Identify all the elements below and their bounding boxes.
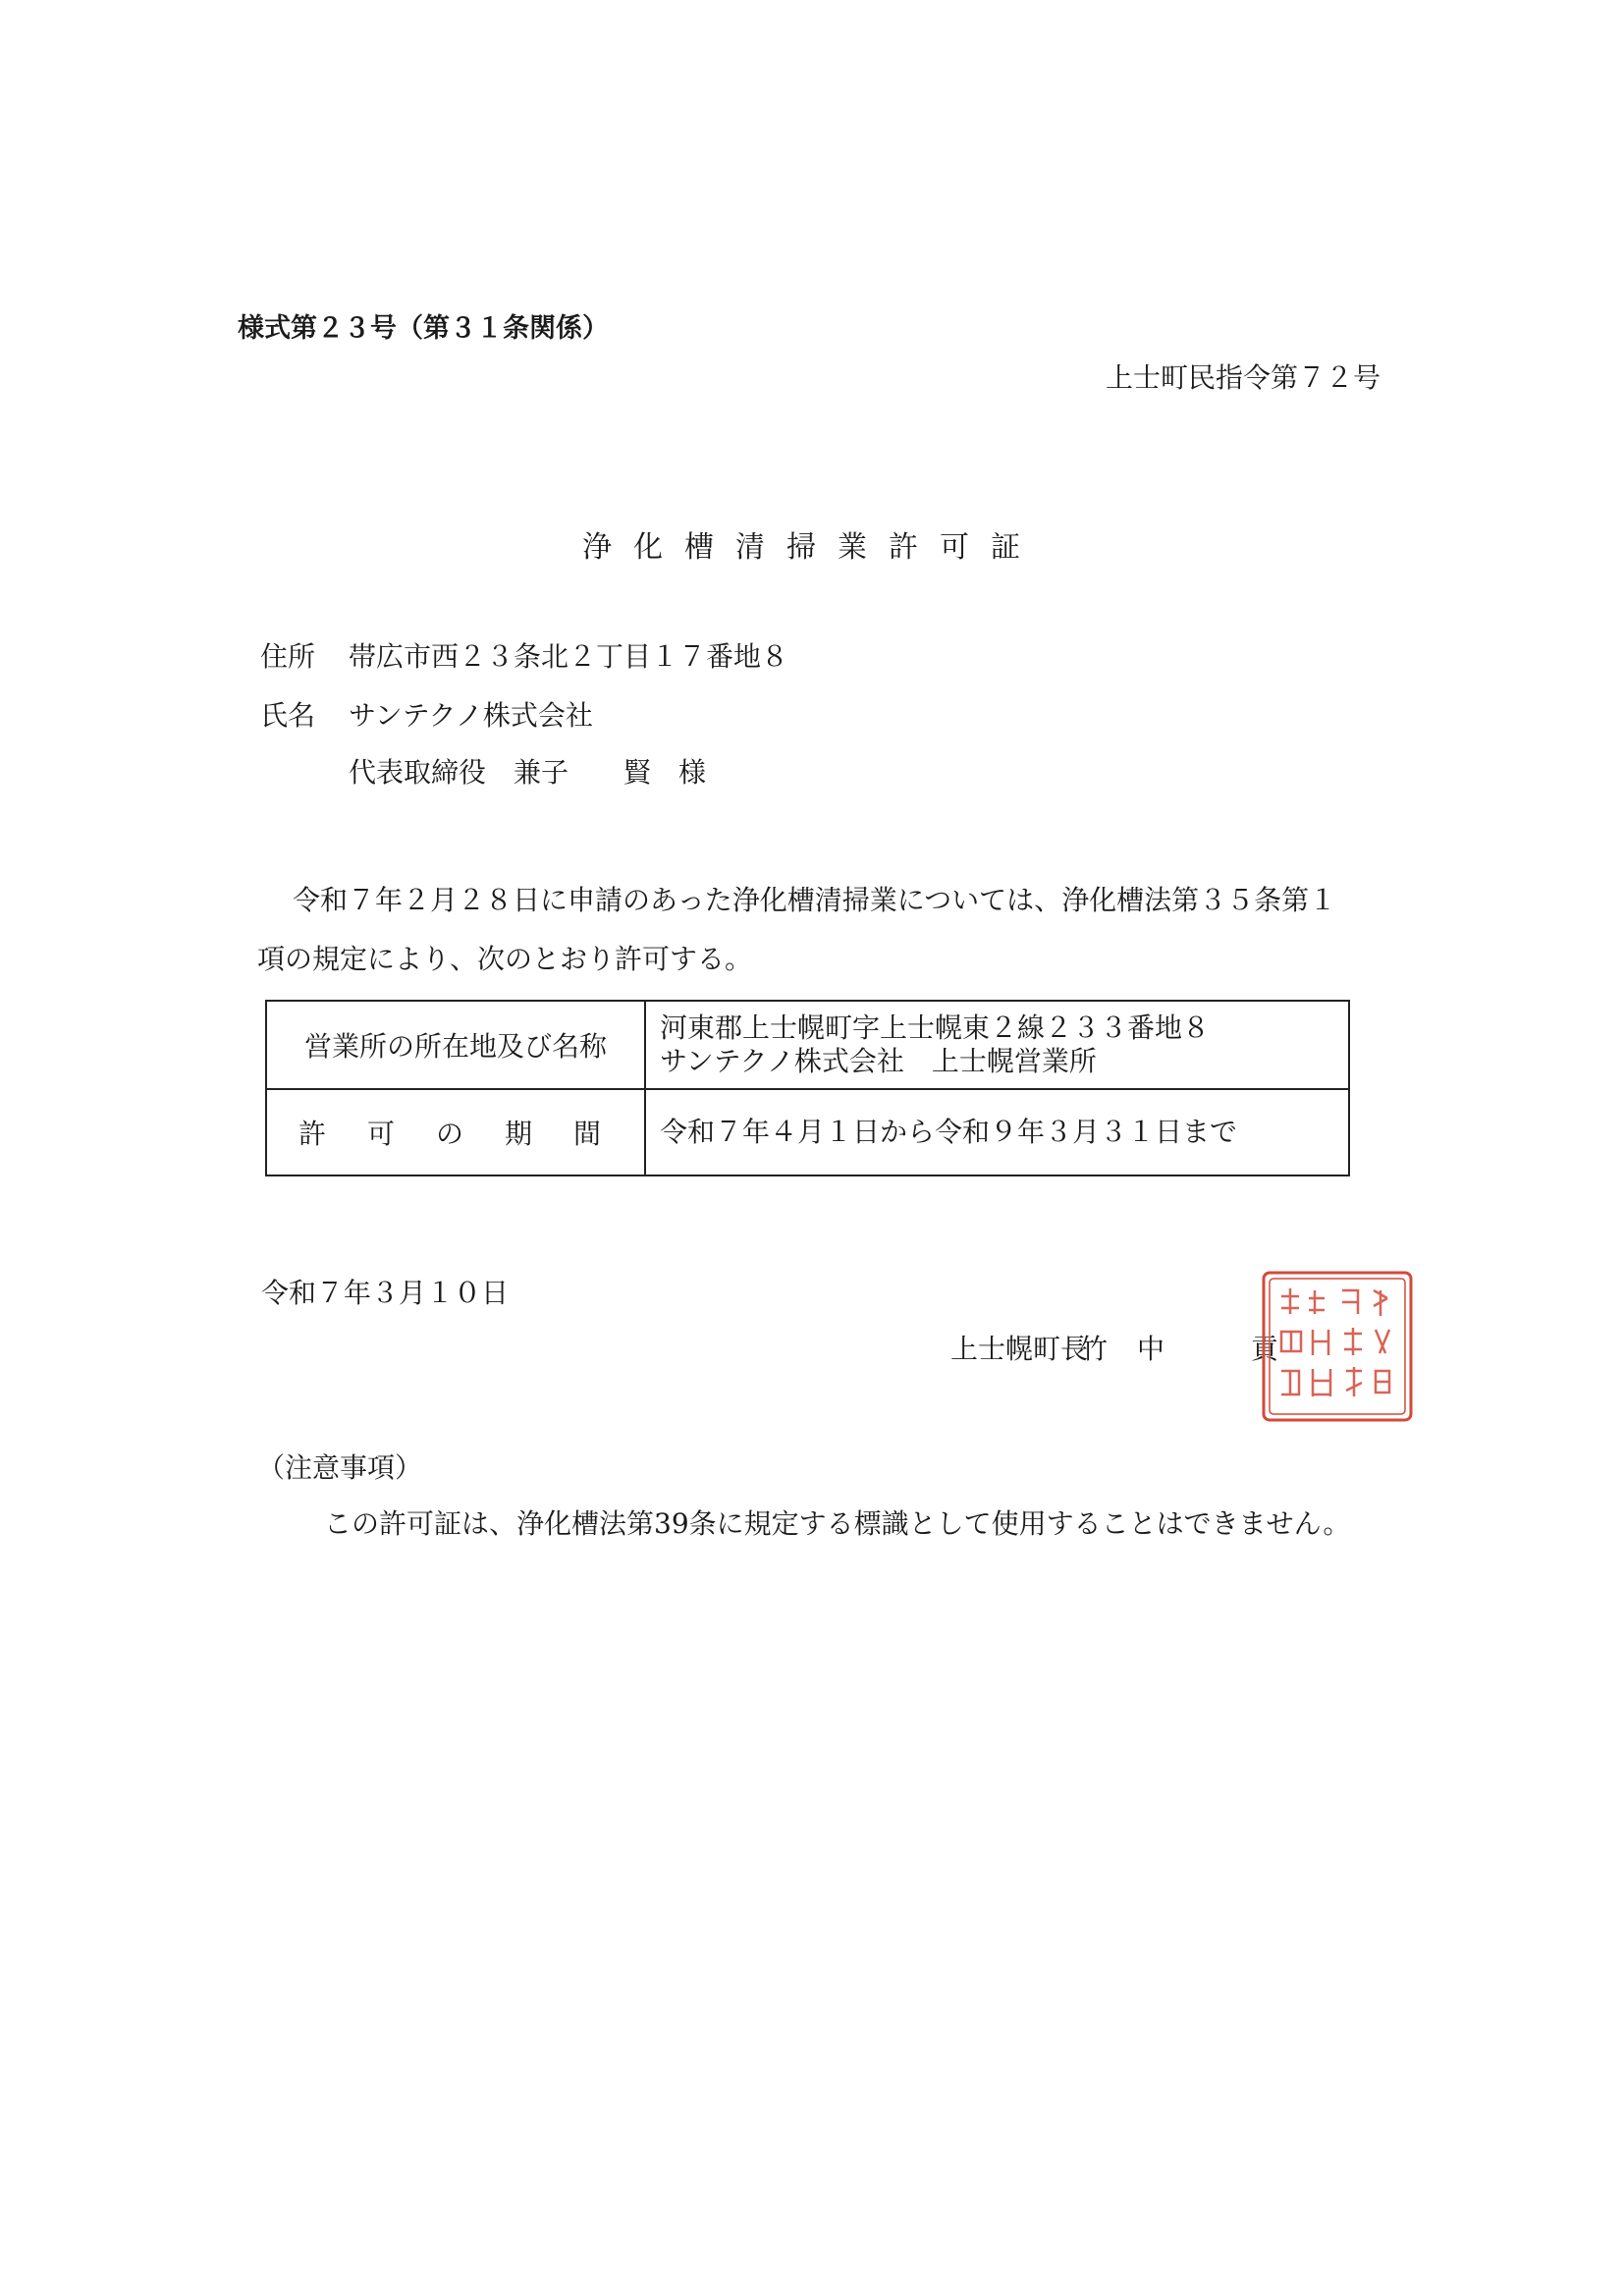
form-number: 様式第２３号（第３１条関係） <box>238 313 609 344</box>
issue-date: 令和７年３月１０日 <box>261 1277 510 1309</box>
address-label: 住所 <box>260 640 316 673</box>
table-row <box>266 1001 1349 1089</box>
name-label: 氏名 <box>260 699 316 732</box>
company-name: サンテクノ株式会社 <box>349 699 593 732</box>
body-line-1: 令和７年２月２８日に申請のあった浄化槽清掃業については、浄化槽法第３５条第１ <box>293 884 1337 916</box>
representative-name: 代表取締役 兼子 賢 様 <box>349 756 707 789</box>
document-title: 浄化槽清掃業許可証 <box>582 530 1042 565</box>
table-value-cell <box>645 1089 1349 1175</box>
address-value: 帯広市西２３条北２丁目１７番地８ <box>349 640 789 673</box>
table-row <box>266 1089 1349 1175</box>
mayor-title: 上士幌町長 <box>950 1333 1089 1365</box>
notes-heading: （注意事項） <box>257 1451 423 1484</box>
order-number: 上士町民指令第７２号 <box>1105 361 1380 394</box>
table-value-cell <box>645 1001 1349 1089</box>
permit-table <box>265 1000 1350 1176</box>
notes-text: この許可証は、浄化槽法第39条に規定する標識として使用することはできません。 <box>324 1507 1351 1540</box>
official-seal-stamp <box>1260 1269 1415 1424</box>
office-address: 河東郡上士幌町字上士幌東２線２３３番地８ <box>660 1011 1211 1044</box>
table-header-cell: 営業所の所在地及び名称 <box>266 1001 645 1089</box>
permit-period: 令和７年４月１日から令和９年３月３１日まで <box>660 1116 1238 1148</box>
table-header-cell: 許可の期間 <box>266 1089 645 1175</box>
office-name: サンテクノ株式会社 上士幌営業所 <box>660 1045 1097 1077</box>
body-line-2: 項の規定により、次のとおり許可する。 <box>257 943 753 975</box>
mayor-name: 竹中 貢 <box>1080 1333 1309 1365</box>
